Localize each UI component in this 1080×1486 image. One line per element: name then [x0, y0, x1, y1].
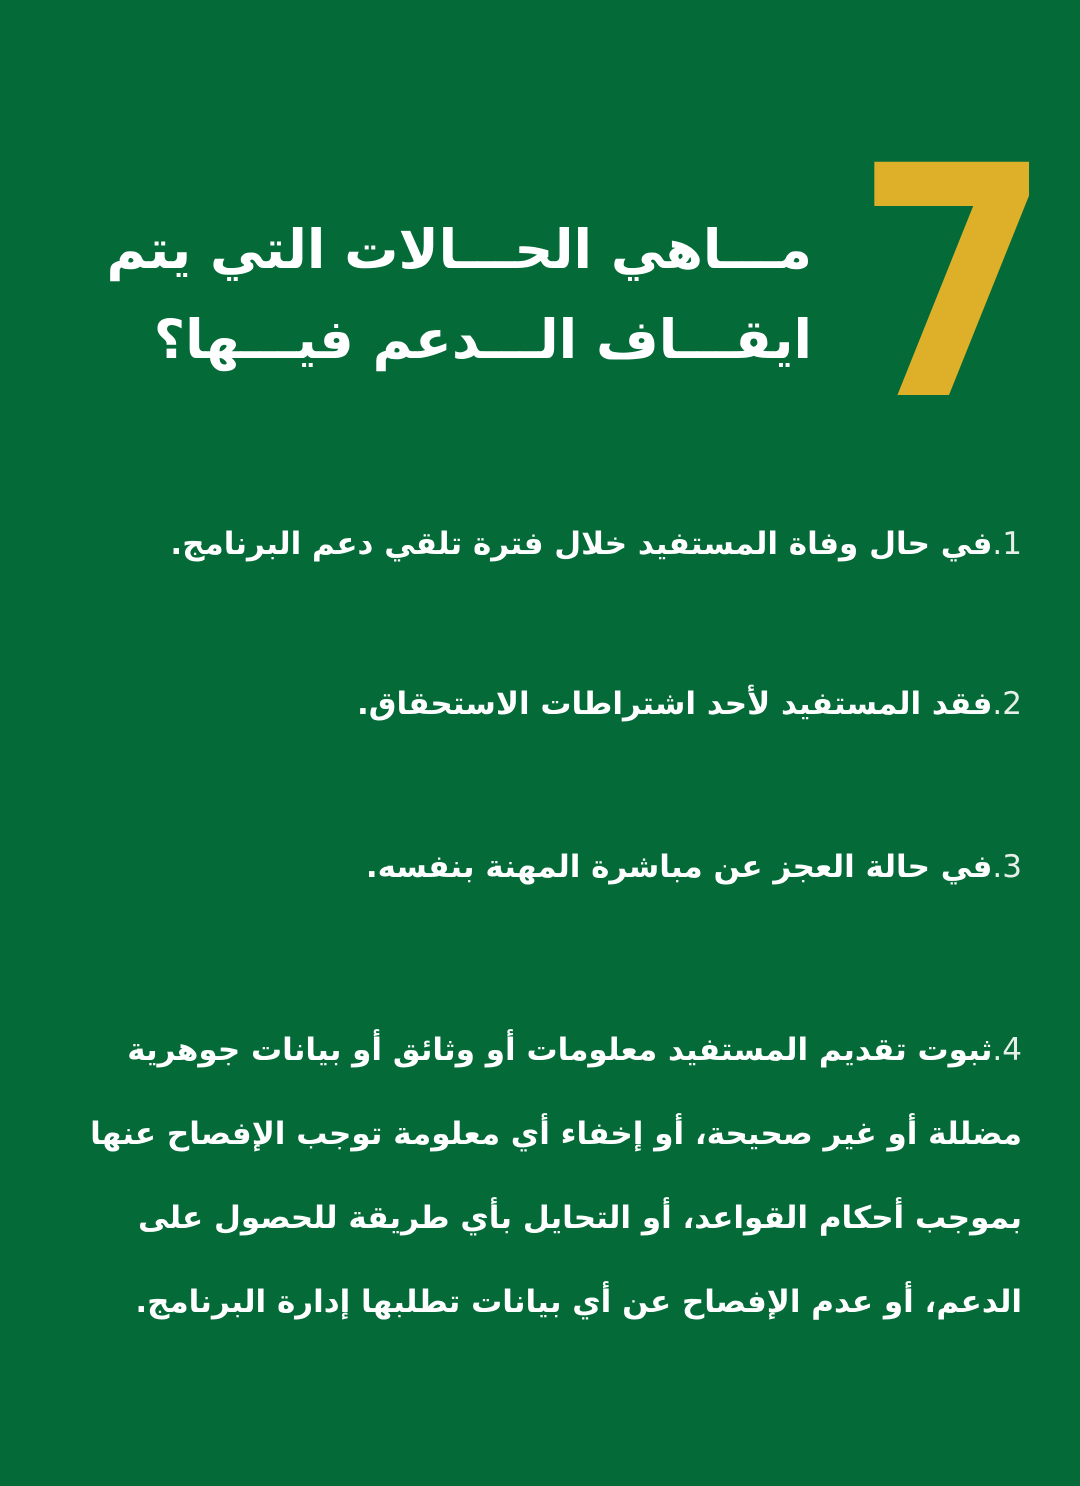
list-item-text: في حال وفاة المستفيد خلال فترة تلقي دعم البرنامج. [170, 526, 993, 562]
list-item-text: في حالة العجز عن مباشرة المهنة بنفسه. [365, 849, 993, 885]
step-number: 7 [855, 99, 1052, 471]
list-item [357, 680, 1022, 728]
list-item-number: 3. [992, 849, 1022, 885]
list-item [170, 520, 1022, 568]
list-item-text: ثبوت تقديم المستفيد معلومات أو وثائق أو بيانات جوهرية مضللة أو غير صحيحة، أو إخفاء أي معلومة توجب الإفصاح عنها بموجب أحكام القواعد، أو التحايل بأي طريقة للحصول على الدعم، أو عدم الإفصاح عن أي بيانات تطلبها إدارة البرنامج. [90, 1032, 1022, 1320]
list-item [366, 843, 1022, 891]
list-item-number: 1. [992, 526, 1022, 562]
list-item-text: فقد المستفيد لأحد اشتراطات الاستحقاق. [356, 686, 993, 722]
title-line-1: مـــاهي الحـــالات التي يتم [106, 218, 812, 281]
list-item [42, 1008, 1022, 1344]
page-title [52, 205, 812, 385]
list-item-number: 4. [992, 1032, 1022, 1068]
list-item-number: 2. [992, 686, 1022, 722]
title-line-2: ايقـــاف الـــدعم فيـــها؟ [153, 308, 812, 371]
